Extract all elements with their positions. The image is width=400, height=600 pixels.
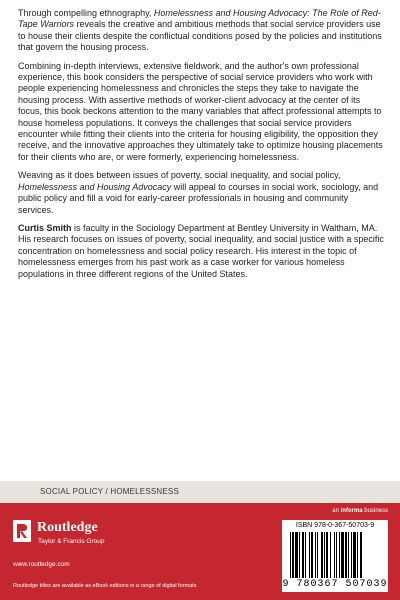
informa-business: an informa business <box>332 508 388 514</box>
barcode-bar <box>305 532 306 578</box>
barcode-bar <box>324 532 325 578</box>
book-short-title: Homelessness and Housing Advocacy <box>18 181 172 192</box>
isbn-label: ISBN 978-0-367-50703-9 <box>295 522 375 529</box>
back-cover-blurb <box>18 8 384 287</box>
barcode <box>288 532 382 578</box>
barcode-bar <box>292 532 294 578</box>
author-name: Curtis Smith <box>18 222 72 233</box>
barcode-bar <box>299 532 300 578</box>
barcode-bar <box>317 532 318 578</box>
barcode-bar <box>309 532 310 578</box>
ebook-note: Routledge titles are available as eBook editions in a range of digital formats <box>13 583 197 589</box>
barcode-bar <box>351 532 352 578</box>
publisher-url[interactable]: www.routledge.com <box>13 561 70 568</box>
barcode-bar <box>336 532 337 578</box>
publisher-name: Routledge <box>37 520 98 535</box>
barcode-bar <box>330 532 331 578</box>
barcode-bar <box>345 532 347 578</box>
book-title: Homelessness and Housing Advocacy: The Role of Red-Tape Warriors <box>18 8 381 30</box>
blurb-paragraph-3: Weaving as it does between issues of poverty, social inequality, and social policy, Homelessness and Housing Advocacy will appeal to courses in social work, sociology, and public policy and fill a void for early-career professionals in housing and community services. <box>18 170 379 215</box>
barcode-bar <box>295 532 298 578</box>
routledge-logo-icon <box>13 520 31 542</box>
subject-band <box>0 481 400 503</box>
publisher-footer <box>0 503 400 600</box>
author-bio: Curtis Smith is faculty in the Sociology Department at Bentley University in Waltham, MA. His research focuses on issues of poverty, social inequality, and social justice with a specific concentration on homelessness and social policy research. His interest in the topic of homelessness emerges from his past work as a case worker for various homeless populations in three different regions of the United States. <box>18 222 384 279</box>
barcode-bar <box>341 532 344 578</box>
barcode-bar <box>334 532 335 578</box>
barcode-bar <box>302 532 304 578</box>
barcode-bar <box>290 532 291 578</box>
barcode-bar <box>315 532 316 578</box>
barcode-bar <box>348 532 349 578</box>
publisher-group: Taylor & Francis Group <box>38 538 105 545</box>
barcode-bar <box>339 532 340 578</box>
barcode-panel <box>282 520 388 592</box>
barcode-bar <box>353 532 356 578</box>
subject-category: SOCIAL POLICY / HOMELESSNESS <box>40 487 179 496</box>
barcode-bar <box>311 532 313 578</box>
barcode-bar <box>360 532 362 578</box>
barcode-number: 9 780367 507039 <box>282 579 388 590</box>
barcode-bar <box>321 532 323 578</box>
blurb-paragraph-1: Through compelling ethnography, Homelessness and Housing Advocacy: The Role of Red-Tape Warriors reveals the creative and ambitious methods that social service providers use to house their clients despite the conflictual conditions posed by the policies and institutions that govern the housing process. <box>18 8 382 53</box>
barcode-bar <box>357 532 358 578</box>
blurb-paragraph-2: Combining in-depth interviews, extensive fieldwork, and the author's own professional experience, this book considers the perspective of social service providers who work with people experiencing homelessness and chronicles the steps they take to navigate the housing process. With assertive methods of worker-client advocacy at the center of its focus, this book beckons attention to the many variables that affect professional attempts to house homeless populations. It conveys the challenges that social service providers encounter while fitting their clients into the criteria for housing eligibility, the opposition they receive, and the innovative approaches they ultimately take to optimize housing placements for their clients who are, or were formerly, experiencing homelessness. <box>18 60 383 162</box>
barcode-bar <box>326 532 328 578</box>
